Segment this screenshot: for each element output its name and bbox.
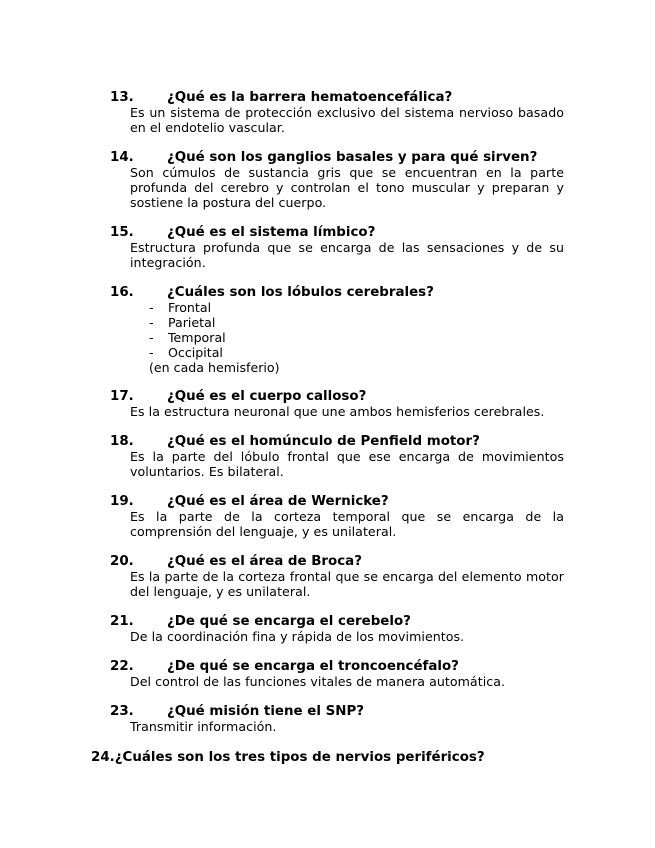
question-number: 21. [110,614,134,629]
question-number: 16. [110,285,134,300]
list-dash: - [149,330,154,345]
question-number: 17. [110,389,134,404]
list-item-text: Temporal [168,330,226,345]
list-item-text: Parietal [168,315,216,330]
question-15 [110,225,564,270]
question-number: 20. [110,554,134,569]
question-heading [110,389,564,404]
answer-text: Es un sistema de protección exclusivo del sistema nervioso basado en el endotelio vascular. [130,105,564,135]
question-heading [110,659,564,674]
question-18 [110,434,564,479]
question-heading [110,285,564,300]
question-24 [91,750,485,765]
question-number: 13. [110,90,134,105]
question-heading [110,150,564,165]
question-16 [110,285,564,375]
answer-text: Son cúmulos de sustancia gris que se encuentran en la parte profunda del cerebro y controlan el tono muscular y preparan y sostiene la postura del cuerpo. [130,165,564,210]
answer-text: Es la parte de la corteza temporal que se encarga de la comprensión del lenguaje, y es unilateral. [130,509,564,539]
question-text: ¿Qué son los ganglios basales y para qué sirven? [167,150,538,165]
question-text: ¿Cuáles son los tres tipos de nervios periféricos? [114,750,485,765]
question-heading [110,434,564,449]
question-text: ¿Qué es el cuerpo calloso? [167,389,367,404]
question-heading [110,90,564,105]
question-text: ¿Qué es el área de Wernicke? [167,494,389,509]
list-item [149,315,564,330]
lobes-list [149,300,564,375]
question-text: ¿Qué es el área de Broca? [167,554,362,569]
question-text: ¿Cuáles son los lóbulos cerebrales? [167,285,434,300]
list-dash: - [149,345,154,360]
list-item-text: Occipital [168,345,223,360]
question-text: ¿Qué es el sistema límbico? [167,225,376,240]
answer-text: Es la parte del lóbulo frontal que ese encarga de movimientos voluntarios. Es bilateral. [130,449,564,479]
question-17 [110,389,564,419]
list-dash: - [149,300,154,315]
question-text: ¿De qué se encarga el troncoencéfalo? [167,659,459,674]
question-heading [110,225,564,240]
question-number: 15. [110,225,134,240]
answer-text: Es la estructura neuronal que une ambos hemisferios cerebrales. [130,404,545,419]
list-note: (en cada hemisferio) [149,360,280,375]
question-number: 22. [110,659,134,674]
question-23 [110,704,564,734]
question-21 [110,614,564,644]
question-heading [110,494,564,509]
list-item [149,330,564,345]
answer-text: Estructura profunda que se encarga de las sensaciones y de su integración. [130,240,564,270]
list-dash: - [149,315,154,330]
list-item [149,300,564,315]
list-item-text: Frontal [168,300,212,315]
question-heading [110,704,564,719]
answer-text: Del control de las funciones vitales de manera automática. [130,674,506,689]
question-22 [110,659,564,689]
question-text: ¿De qué se encarga el cerebelo? [167,614,411,629]
answer-text: De la coordinación fina y rápida de los movimientos. [130,629,465,644]
question-number: 19. [110,494,134,509]
question-number: 14. [110,150,134,165]
question-text: ¿Qué es la barrera hematoencefálica? [167,90,453,105]
question-20 [110,554,564,599]
question-19 [110,494,564,539]
question-13 [110,90,564,135]
list-item [149,345,564,360]
question-14 [110,150,564,210]
question-text: ¿Qué es el homúnculo de Penfield motor? [167,434,480,449]
answer-text: Es la parte de la corteza frontal que se encarga del elemento motor del lenguaje, y es unilateral. [130,569,564,599]
question-heading [110,614,564,629]
answer-text: Transmitir información. [130,719,277,734]
question-number: 24. [91,750,115,765]
question-number: 18. [110,434,134,449]
question-heading [110,554,564,569]
question-text: ¿Qué misión tiene el SNP? [167,704,365,719]
question-number: 23. [110,704,134,719]
